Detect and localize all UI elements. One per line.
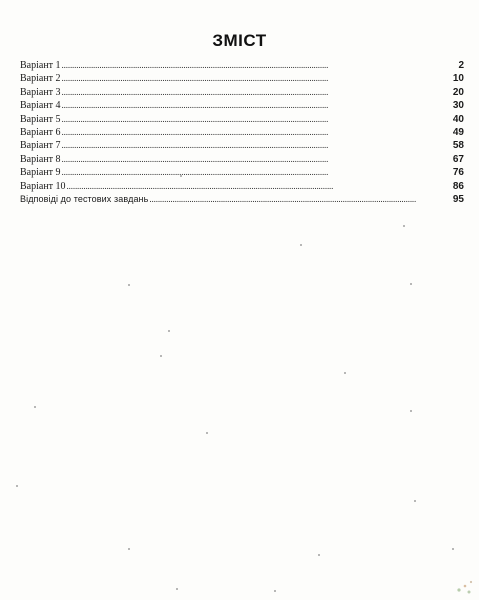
toc-leader-dots bbox=[149, 193, 450, 206]
scan-speck bbox=[318, 554, 320, 556]
toc-entry bbox=[20, 193, 464, 206]
toc-leader-dots bbox=[62, 113, 451, 126]
toc-entry-page: 86 bbox=[452, 180, 464, 192]
scan-speck bbox=[128, 284, 130, 286]
table-of-contents bbox=[20, 59, 464, 206]
toc-entry-label: Варіант 5 bbox=[20, 113, 61, 125]
toc-entry bbox=[20, 126, 464, 139]
toc-entry bbox=[20, 139, 464, 152]
scan-speck bbox=[206, 432, 208, 434]
scan-speck bbox=[160, 355, 162, 357]
toc-entry-label: Варіант 9 bbox=[20, 167, 61, 179]
toc-entry-label: Варіант 8 bbox=[20, 153, 61, 165]
toc-leader-dots bbox=[62, 99, 451, 112]
scan-speck bbox=[128, 548, 130, 550]
toc-leader-dots bbox=[62, 59, 457, 72]
toc-entry-label: Варіант 1 bbox=[20, 60, 61, 71]
toc-entry-page: 49 bbox=[452, 126, 464, 138]
toc-entry-page: 95 bbox=[452, 193, 464, 205]
toc-entry-label: Варіант 10 bbox=[20, 180, 66, 192]
scan-corner-artifact bbox=[453, 574, 475, 596]
scan-speck bbox=[176, 588, 178, 590]
toc-entry-page: 67 bbox=[452, 153, 464, 165]
toc-leader-dots bbox=[62, 86, 451, 99]
toc-entry bbox=[20, 72, 464, 85]
toc-leader-dots bbox=[62, 72, 451, 85]
toc-entry-page: 30 bbox=[452, 100, 464, 112]
toc-entry bbox=[20, 86, 464, 99]
scan-speck bbox=[16, 485, 18, 487]
toc-entry bbox=[20, 180, 464, 193]
toc-entry bbox=[20, 99, 464, 112]
toc-leader-dots bbox=[62, 153, 451, 166]
toc-entry-page: 20 bbox=[452, 86, 464, 98]
toc-entry-label: Варіант 3 bbox=[20, 86, 61, 98]
toc-leader-dots bbox=[62, 126, 451, 139]
toc-entry-page: 76 bbox=[452, 167, 464, 179]
scan-speck bbox=[410, 410, 412, 412]
scan-speck bbox=[344, 372, 346, 374]
toc-leader-dots bbox=[67, 180, 451, 193]
scan-speck bbox=[34, 406, 36, 408]
toc-entry bbox=[20, 59, 464, 72]
toc-entry-label: Відповіді до тестових завдань bbox=[20, 193, 149, 204]
toc-entry-page: 2 bbox=[458, 60, 464, 71]
toc-entry bbox=[20, 113, 464, 126]
page-title: ЗМІСТ bbox=[212, 31, 267, 50]
toc-leader-dots bbox=[62, 139, 451, 152]
scan-speck bbox=[180, 175, 182, 177]
toc-entry-label: Варіант 6 bbox=[20, 126, 61, 138]
toc-leader-dots bbox=[62, 166, 451, 179]
scan-speck bbox=[168, 330, 170, 332]
toc-entry-label: Варіант 7 bbox=[20, 140, 61, 152]
toc-entry-page: 10 bbox=[452, 73, 464, 85]
toc-entry-label: Варіант 2 bbox=[20, 73, 61, 85]
scan-speck bbox=[410, 283, 412, 285]
toc-entry-page: 40 bbox=[452, 113, 464, 125]
toc-entry-label: Варіант 4 bbox=[20, 100, 61, 112]
toc-entry bbox=[20, 166, 464, 179]
scan-speck bbox=[414, 500, 416, 502]
scan-speck bbox=[452, 548, 454, 550]
toc-entry-page: 58 bbox=[452, 140, 464, 152]
scan-speck bbox=[274, 590, 276, 592]
scan-speck bbox=[300, 244, 302, 246]
scan-speck bbox=[403, 225, 405, 227]
toc-entry bbox=[20, 153, 464, 166]
